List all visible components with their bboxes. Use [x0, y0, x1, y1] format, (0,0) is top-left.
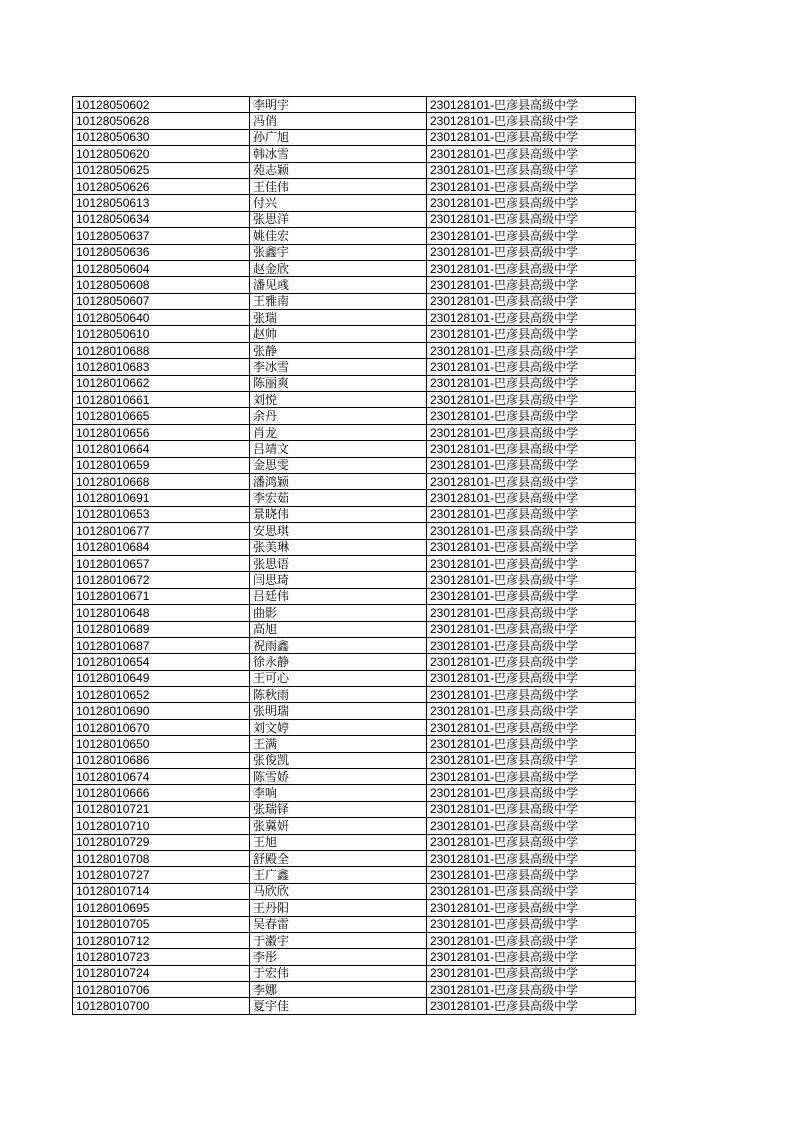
school-cell: 230128101-巴彦县高级中学 [427, 834, 636, 850]
exam-id-cell: 10128010700 [73, 998, 250, 1014]
exam-id-cell: 10128050625 [73, 162, 250, 178]
school-cell: 230128101-巴彦县高级中学 [427, 506, 636, 522]
table-row [73, 605, 636, 621]
school-cell: 230128101-巴彦县高级中学 [427, 588, 636, 604]
school-cell: 230128101-巴彦县高级中学 [427, 457, 636, 473]
exam-id-cell: 10128010688 [73, 342, 250, 358]
school-cell: 230128101-巴彦县高级中学 [427, 572, 636, 588]
exam-id-cell: 10128050608 [73, 277, 250, 293]
school-cell: 230128101-巴彦县高级中学 [427, 523, 636, 539]
school-cell: 230128101-巴彦县高级中学 [427, 539, 636, 555]
student-name-cell: 张瑞铎 [250, 801, 427, 817]
table-row [73, 441, 636, 457]
student-name-cell: 王旭 [250, 834, 427, 850]
exam-id-cell: 10128050634 [73, 211, 250, 227]
exam-id-cell: 10128050610 [73, 326, 250, 342]
table-row [73, 310, 636, 326]
exam-id-cell: 10128010687 [73, 637, 250, 653]
school-cell: 230128101-巴彦县高级中学 [427, 310, 636, 326]
school-cell: 230128101-巴彦县高级中学 [427, 982, 636, 998]
table-row [73, 785, 636, 801]
table-row [73, 752, 636, 768]
exam-id-cell: 10128010672 [73, 572, 250, 588]
student-name-cell: 于瀫宇 [250, 932, 427, 948]
student-name-cell: 陈雪娇 [250, 769, 427, 785]
exam-id-cell: 10128010670 [73, 719, 250, 735]
exam-id-cell: 10128010664 [73, 441, 250, 457]
school-cell: 230128101-巴彦县高级中学 [427, 293, 636, 309]
table-row [73, 457, 636, 473]
school-cell: 230128101-巴彦县高级中学 [427, 605, 636, 621]
student-name-cell: 潘见彧 [250, 277, 427, 293]
exam-id-cell: 10128010729 [73, 834, 250, 850]
student-name-cell: 马欣欣 [250, 883, 427, 899]
table-row [73, 146, 636, 162]
student-name-cell: 祝雨鑫 [250, 637, 427, 653]
table-row [73, 555, 636, 571]
school-cell: 230128101-巴彦县高级中学 [427, 916, 636, 932]
student-name-cell: 徐永静 [250, 654, 427, 670]
student-name-cell: 余丹 [250, 408, 427, 424]
exam-id-cell: 10128010656 [73, 424, 250, 440]
table-row [73, 523, 636, 539]
student-name-cell: 王满 [250, 736, 427, 752]
student-name-cell: 张静 [250, 342, 427, 358]
student-name-cell: 李娜 [250, 982, 427, 998]
table-row [73, 506, 636, 522]
table-row [73, 916, 636, 932]
school-cell: 230128101-巴彦县高级中学 [427, 359, 636, 375]
student-name-cell: 肖龙 [250, 424, 427, 440]
school-cell: 230128101-巴彦县高级中学 [427, 883, 636, 899]
student-name-cell: 吴春雷 [250, 916, 427, 932]
table-row [73, 260, 636, 276]
exam-id-cell: 10128050602 [73, 97, 250, 113]
exam-id-cell: 10128010677 [73, 523, 250, 539]
table-row [73, 359, 636, 375]
student-name-cell: 张美琳 [250, 539, 427, 555]
table-row [73, 801, 636, 817]
exam-id-cell: 10128010654 [73, 654, 250, 670]
school-cell: 230128101-巴彦县高级中学 [427, 900, 636, 916]
exam-id-cell: 10128010724 [73, 965, 250, 981]
school-cell: 230128101-巴彦县高级中学 [427, 228, 636, 244]
exam-id-cell: 10128010653 [73, 506, 250, 522]
student-name-cell: 王丹阳 [250, 900, 427, 916]
school-cell: 230128101-巴彦县高级中学 [427, 687, 636, 703]
table-row [73, 736, 636, 752]
student-name-cell: 刘悦 [250, 392, 427, 408]
school-cell: 230128101-巴彦县高级中学 [427, 752, 636, 768]
exam-id-cell: 10128010705 [73, 916, 250, 932]
school-cell: 230128101-巴彦县高级中学 [427, 146, 636, 162]
student-roster-table [72, 96, 636, 1015]
exam-id-cell: 10128010695 [73, 900, 250, 916]
school-cell: 230128101-巴彦县高级中学 [427, 932, 636, 948]
table-row [73, 228, 636, 244]
school-cell: 230128101-巴彦县高级中学 [427, 178, 636, 194]
school-cell: 230128101-巴彦县高级中学 [427, 621, 636, 637]
student-name-cell: 张明瑞 [250, 703, 427, 719]
exam-id-cell: 10128010674 [73, 769, 250, 785]
exam-id-cell: 10128010689 [73, 621, 250, 637]
school-cell: 230128101-巴彦县高级中学 [427, 965, 636, 981]
table-row [73, 424, 636, 440]
school-cell: 230128101-巴彦县高级中学 [427, 719, 636, 735]
table-row [73, 392, 636, 408]
school-cell: 230128101-巴彦县高级中学 [427, 211, 636, 227]
school-cell: 230128101-巴彦县高级中学 [427, 867, 636, 883]
student-name-cell: 李冰雪 [250, 359, 427, 375]
student-name-cell: 金思雯 [250, 457, 427, 473]
student-name-cell: 赵帅 [250, 326, 427, 342]
exam-id-cell: 10128010710 [73, 818, 250, 834]
school-cell: 230128101-巴彦县高级中学 [427, 490, 636, 506]
student-name-cell: 孙广旭 [250, 129, 427, 145]
school-cell: 230128101-巴彦县高级中学 [427, 97, 636, 113]
school-cell: 230128101-巴彦县高级中学 [427, 113, 636, 129]
table-row [73, 408, 636, 424]
exam-id-cell: 10128050604 [73, 260, 250, 276]
school-cell: 230128101-巴彦县高级中学 [427, 654, 636, 670]
student-name-cell: 李响 [250, 785, 427, 801]
table-row [73, 850, 636, 866]
student-name-cell: 冯俏 [250, 113, 427, 129]
exam-id-cell: 10128010686 [73, 752, 250, 768]
school-cell: 230128101-巴彦县高级中学 [427, 769, 636, 785]
student-name-cell: 张思洋 [250, 211, 427, 227]
school-cell: 230128101-巴彦县高级中学 [427, 424, 636, 440]
school-cell: 230128101-巴彦县高级中学 [427, 949, 636, 965]
school-cell: 230128101-巴彦县高级中学 [427, 408, 636, 424]
table-row [73, 572, 636, 588]
exam-id-cell: 10128050628 [73, 113, 250, 129]
table-row [73, 834, 636, 850]
student-name-cell: 张瑞 [250, 310, 427, 326]
table-row [73, 965, 636, 981]
student-name-cell: 陈秋雨 [250, 687, 427, 703]
student-name-cell: 张俊凯 [250, 752, 427, 768]
table-row [73, 687, 636, 703]
table-row [73, 654, 636, 670]
school-cell: 230128101-巴彦县高级中学 [427, 736, 636, 752]
table-row [73, 473, 636, 489]
table-row [73, 637, 636, 653]
exam-id-cell: 10128010714 [73, 883, 250, 899]
school-cell: 230128101-巴彦县高级中学 [427, 375, 636, 391]
exam-id-cell: 10128010708 [73, 850, 250, 866]
student-name-cell: 曲影 [250, 605, 427, 621]
table-row [73, 129, 636, 145]
table-row [73, 719, 636, 735]
exam-id-cell: 10128050630 [73, 129, 250, 145]
exam-id-cell: 10128010657 [73, 555, 250, 571]
school-cell: 230128101-巴彦县高级中学 [427, 473, 636, 489]
school-cell: 230128101-巴彦县高级中学 [427, 555, 636, 571]
student-name-cell: 张冀妍 [250, 818, 427, 834]
exam-id-cell: 10128010706 [73, 982, 250, 998]
school-cell: 230128101-巴彦县高级中学 [427, 703, 636, 719]
school-cell: 230128101-巴彦县高级中学 [427, 260, 636, 276]
table-row [73, 326, 636, 342]
student-name-cell: 李彤 [250, 949, 427, 965]
table-row [73, 195, 636, 211]
school-cell: 230128101-巴彦县高级中学 [427, 342, 636, 358]
student-name-cell: 景晓伟 [250, 506, 427, 522]
exam-id-cell: 10128050637 [73, 228, 250, 244]
school-cell: 230128101-巴彦县高级中学 [427, 244, 636, 260]
exam-id-cell: 10128010690 [73, 703, 250, 719]
exam-id-cell: 10128010648 [73, 605, 250, 621]
table-row [73, 900, 636, 916]
school-cell: 230128101-巴彦县高级中学 [427, 670, 636, 686]
exam-id-cell: 10128010684 [73, 539, 250, 555]
student-name-cell: 吕靖文 [250, 441, 427, 457]
school-cell: 230128101-巴彦县高级中学 [427, 195, 636, 211]
table-row [73, 670, 636, 686]
student-name-cell: 张思语 [250, 555, 427, 571]
student-name-cell: 王佳伟 [250, 178, 427, 194]
school-cell: 230128101-巴彦县高级中学 [427, 277, 636, 293]
exam-id-cell: 10128010661 [73, 392, 250, 408]
exam-id-cell: 10128010668 [73, 473, 250, 489]
table-row [73, 342, 636, 358]
student-name-cell: 李明宇 [250, 97, 427, 113]
exam-id-cell: 10128010712 [73, 932, 250, 948]
student-name-cell: 王可心 [250, 670, 427, 686]
student-name-cell: 闫思琦 [250, 572, 427, 588]
student-name-cell: 韩冰雪 [250, 146, 427, 162]
student-name-cell: 高旭 [250, 621, 427, 637]
exam-id-cell: 10128010721 [73, 801, 250, 817]
roster-body [73, 97, 636, 1015]
table-row [73, 703, 636, 719]
table-row [73, 588, 636, 604]
table-row [73, 769, 636, 785]
school-cell: 230128101-巴彦县高级中学 [427, 818, 636, 834]
table-row [73, 178, 636, 194]
exam-id-cell: 10128050640 [73, 310, 250, 326]
exam-id-cell: 10128010666 [73, 785, 250, 801]
exam-id-cell: 10128050636 [73, 244, 250, 260]
table-row [73, 162, 636, 178]
student-name-cell: 赵金欣 [250, 260, 427, 276]
school-cell: 230128101-巴彦县高级中学 [427, 801, 636, 817]
student-name-cell: 夏宇佳 [250, 998, 427, 1014]
table-row [73, 97, 636, 113]
table-row [73, 998, 636, 1014]
exam-id-cell: 10128010650 [73, 736, 250, 752]
table-row [73, 982, 636, 998]
student-name-cell: 王雅南 [250, 293, 427, 309]
exam-id-cell: 10128050626 [73, 178, 250, 194]
student-name-cell: 王广鑫 [250, 867, 427, 883]
exam-id-cell: 10128010671 [73, 588, 250, 604]
school-cell: 230128101-巴彦县高级中学 [427, 162, 636, 178]
student-name-cell: 李宏茹 [250, 490, 427, 506]
school-cell: 230128101-巴彦县高级中学 [427, 785, 636, 801]
school-cell: 230128101-巴彦县高级中学 [427, 326, 636, 342]
table-row [73, 113, 636, 129]
exam-id-cell: 10128050607 [73, 293, 250, 309]
school-cell: 230128101-巴彦县高级中学 [427, 998, 636, 1014]
table-row [73, 932, 636, 948]
table-row [73, 244, 636, 260]
exam-id-cell: 10128010659 [73, 457, 250, 473]
table-row [73, 949, 636, 965]
student-name-cell: 舒殿全 [250, 850, 427, 866]
student-name-cell: 陈丽爽 [250, 375, 427, 391]
table-row [73, 539, 636, 555]
student-name-cell: 刘文婷 [250, 719, 427, 735]
table-row [73, 867, 636, 883]
exam-id-cell: 10128010691 [73, 490, 250, 506]
school-cell: 230128101-巴彦县高级中学 [427, 441, 636, 457]
student-name-cell: 付兴 [250, 195, 427, 211]
student-name-cell: 张鑫宇 [250, 244, 427, 260]
student-name-cell: 吕廷伟 [250, 588, 427, 604]
exam-id-cell: 10128010649 [73, 670, 250, 686]
student-name-cell: 潘鸿颖 [250, 473, 427, 489]
school-cell: 230128101-巴彦县高级中学 [427, 392, 636, 408]
school-cell: 230128101-巴彦县高级中学 [427, 129, 636, 145]
table-row [73, 293, 636, 309]
table-row [73, 490, 636, 506]
exam-id-cell: 10128010662 [73, 375, 250, 391]
student-name-cell: 安思琪 [250, 523, 427, 539]
exam-id-cell: 10128010652 [73, 687, 250, 703]
student-name-cell: 于宏伟 [250, 965, 427, 981]
exam-id-cell: 10128010723 [73, 949, 250, 965]
table-row [73, 883, 636, 899]
student-name-cell: 姚佳宏 [250, 228, 427, 244]
exam-id-cell: 10128010683 [73, 359, 250, 375]
exam-id-cell: 10128010727 [73, 867, 250, 883]
table-row [73, 375, 636, 391]
exam-id-cell: 10128010665 [73, 408, 250, 424]
table-row [73, 211, 636, 227]
exam-id-cell: 10128050620 [73, 146, 250, 162]
table-row [73, 621, 636, 637]
table-row [73, 277, 636, 293]
student-name-cell: 苑志颖 [250, 162, 427, 178]
school-cell: 230128101-巴彦县高级中学 [427, 637, 636, 653]
table-row [73, 818, 636, 834]
exam-id-cell: 10128050613 [73, 195, 250, 211]
school-cell: 230128101-巴彦县高级中学 [427, 850, 636, 866]
